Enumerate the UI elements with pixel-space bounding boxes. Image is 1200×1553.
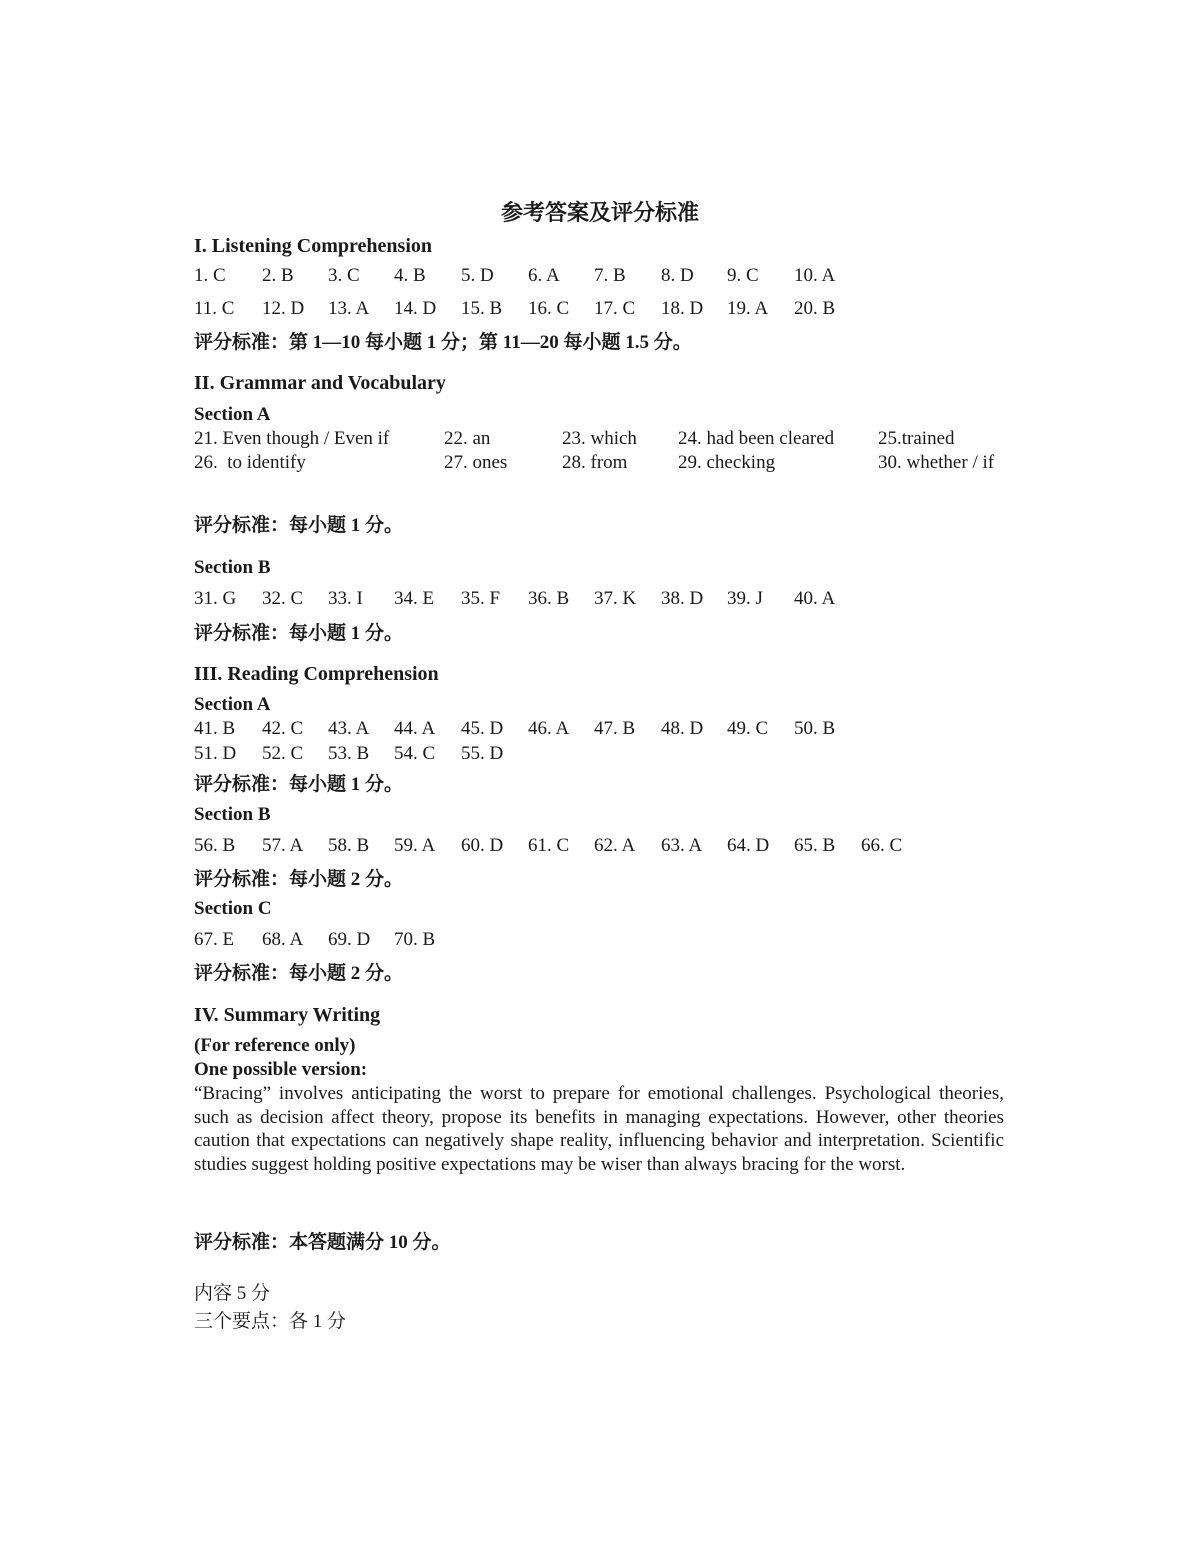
part3-section-a-criteria: 评分标准：每小题 1 分。 [194, 774, 404, 795]
answer-item: 56. B [194, 835, 236, 856]
answer-item: 41. B [194, 718, 236, 739]
answer-item: 53. B [328, 743, 370, 764]
answer-item: 17. C [594, 298, 636, 319]
points-score: 三个要点：各 1 分 [194, 1311, 347, 1332]
answer-item: 20. B [794, 298, 836, 319]
answer-item: 6. A [528, 265, 560, 286]
answer-item: 18. D [661, 298, 704, 319]
answer-item: 35. F [461, 588, 501, 609]
answer-item: 45. D [461, 718, 504, 739]
answer-item: 4. B [394, 265, 426, 286]
answer-item: 13. A [328, 298, 370, 319]
answer-item: 44. A [394, 718, 436, 739]
page-title: 参考答案及评分标准 [500, 200, 699, 225]
answer-item: 15. B [461, 298, 503, 319]
answer-item: 33. I [328, 588, 363, 609]
answer-item: 63. A [661, 835, 703, 856]
answer-item: 40. A [794, 588, 836, 609]
answer-item: 52. C [262, 743, 304, 764]
answer-item: 66. C [861, 835, 903, 856]
part1-heading: I. Listening Comprehension [194, 235, 433, 257]
answer-item: 28. from [562, 452, 628, 473]
part4-version-label: One possible version: [194, 1059, 368, 1080]
answer-item: 43. A [328, 718, 370, 739]
part1-criteria: 评分标准：第 1—10 每小题 1 分；第 11—20 每小题 1.5 分。 [194, 332, 692, 353]
part2-section-a-row2 [0, 452, 1200, 476]
answer-item: 49. C [727, 718, 769, 739]
answer-item: 48. D [661, 718, 704, 739]
answer-item: 25.trained [878, 428, 955, 449]
answer-item: 31. G [194, 588, 237, 609]
answer-item: 61. C [528, 835, 570, 856]
part3-section-b-row1 [0, 835, 1200, 859]
part3-section-b-label: Section B [194, 804, 271, 825]
part4-reference-note: (For reference only) [194, 1035, 356, 1056]
answer-item: 2. B [262, 265, 294, 286]
answer-item: 23. which [562, 428, 637, 449]
answer-item: 39. J [727, 588, 763, 609]
answer-item: 46. A [528, 718, 570, 739]
answer-item: 64. D [727, 835, 770, 856]
answer-item: 12. D [262, 298, 305, 319]
answer-item: 67. E [194, 929, 235, 950]
answer-item: 37. K [594, 588, 637, 609]
answer-item: 54. C [394, 743, 436, 764]
answer-item: 57. A [262, 835, 304, 856]
answer-item: 22. an [444, 428, 491, 449]
answer-item: 19. A [727, 298, 769, 319]
content-score: 内容 5 分 [194, 1283, 271, 1304]
answer-item: 9. C [727, 265, 759, 286]
answer-item: 32. C [262, 588, 304, 609]
part2-section-a-row1 [0, 428, 1200, 452]
part1-row2 [0, 298, 1200, 322]
answer-item: 8. D [661, 265, 694, 286]
answer-item: 69. D [328, 929, 371, 950]
part2-section-b-row1 [0, 588, 1200, 612]
part3-section-c-label: Section C [194, 898, 272, 919]
part3-heading: III. Reading Comprehension [194, 663, 439, 685]
answer-item: 5. D [461, 265, 494, 286]
answer-item: 26. to identify [194, 452, 306, 473]
part4-criteria: 评分标准：本答题满分 10 分。 [194, 1232, 451, 1253]
answer-item: 38. D [661, 588, 704, 609]
answer-item: 68. A [262, 929, 304, 950]
part2-section-a-label: Section A [194, 404, 271, 425]
answer-item: 27. ones [444, 452, 508, 473]
answer-item: 14. D [394, 298, 437, 319]
answer-item: 62. A [594, 835, 636, 856]
part3-section-b-criteria: 评分标准：每小题 2 分。 [194, 869, 404, 890]
part3-section-a-label: Section A [194, 694, 271, 715]
answer-item: 65. B [794, 835, 836, 856]
answer-item: 34. E [394, 588, 435, 609]
answer-item: 59. A [394, 835, 436, 856]
part2-section-b-label: Section B [194, 557, 271, 578]
answer-item: 29. checking [678, 452, 776, 473]
answer-item: 60. D [461, 835, 504, 856]
answer-item: 7. B [594, 265, 626, 286]
answer-item: 10. A [794, 265, 836, 286]
part1-row1 [0, 265, 1200, 289]
answer-item: 70. B [394, 929, 436, 950]
part4-heading: IV. Summary Writing [194, 1004, 381, 1026]
answer-item: 3. C [328, 265, 360, 286]
part2-section-b-criteria: 评分标准：每小题 1 分。 [194, 623, 404, 644]
answer-item: 51. D [194, 743, 237, 764]
answer-item: 42. C [262, 718, 304, 739]
answer-item: 58. B [328, 835, 370, 856]
summary-paragraph: “Bracing” involves anticipating the worst to prepare for emotional challenges. Psychological theories, such as decision affect theory, propose its benefits in managing expectations. However, other theories caution that expectations can negatively shape reality, influencing behavior and interpretation. Scientific studies suggest holding positive expectations may be wiser than always bracing for the worst. [194, 1083, 1004, 1175]
answer-item: 30. whether / if [878, 452, 995, 473]
answer-item: 24. had been cleared [678, 428, 835, 449]
answer-item: 11. C [194, 298, 235, 319]
part2-heading: II. Grammar and Vocabulary [194, 372, 446, 394]
answer-item: 16. C [528, 298, 570, 319]
part3-section-c-criteria: 评分标准：每小题 2 分。 [194, 963, 404, 984]
answer-item: 1. C [194, 265, 226, 286]
answer-item: 55. D [461, 743, 504, 764]
part3-section-a-row1 [0, 718, 1200, 742]
answer-item: 50. B [794, 718, 836, 739]
part2-section-a-criteria: 评分标准：每小题 1 分。 [194, 515, 404, 536]
answer-item: 21. Even though / Even if [194, 428, 390, 449]
answer-item: 47. B [594, 718, 636, 739]
part3-section-a-row2 [0, 743, 1200, 767]
answer-item: 36. B [528, 588, 570, 609]
part3-section-c-row1 [0, 929, 1200, 953]
